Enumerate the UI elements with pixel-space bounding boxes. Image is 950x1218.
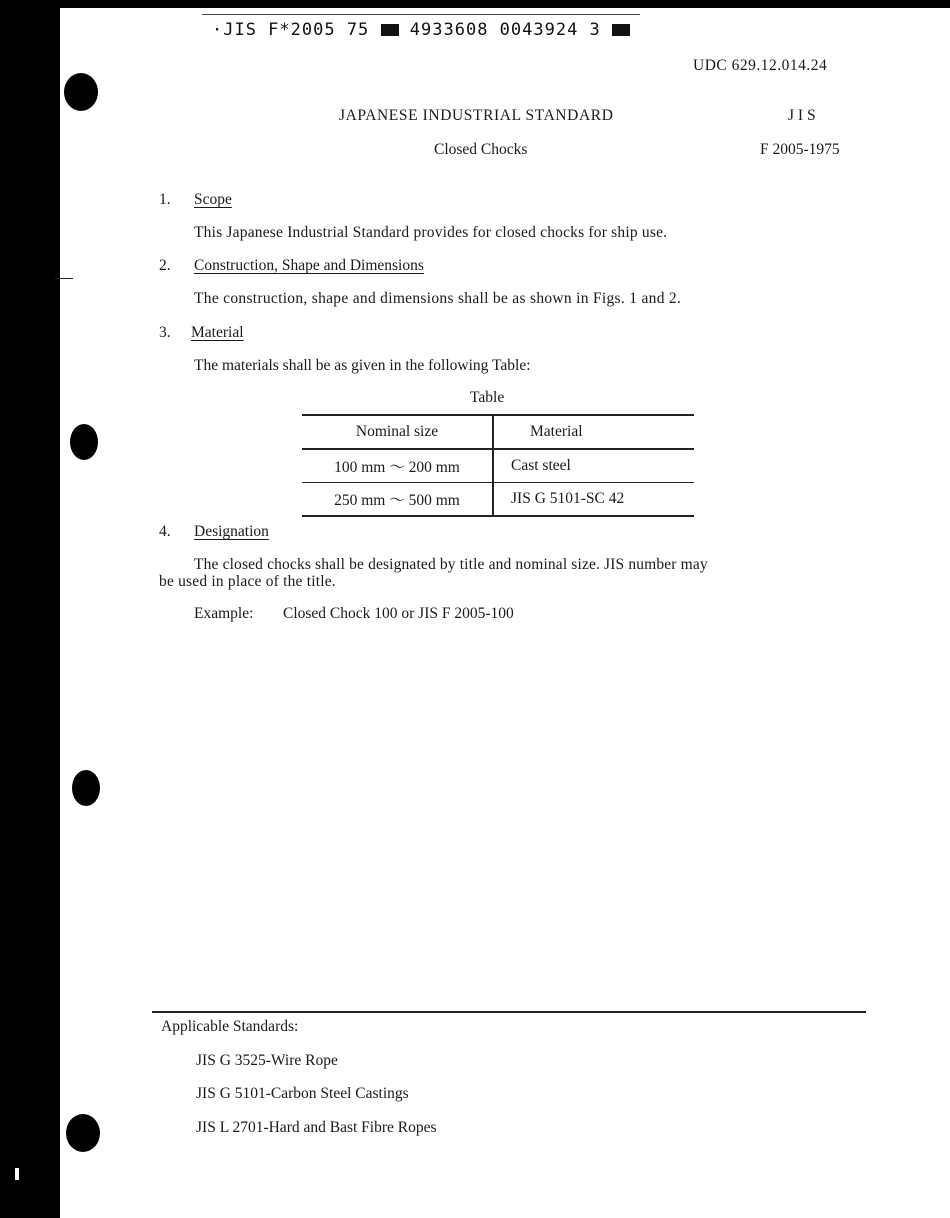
section-2-heading: Construction, Shape and Dimensions [194, 257, 424, 274]
section-1-heading: Scope [194, 191, 232, 208]
table-cell-nominal-size: 250 mm ～ 500 mm [302, 483, 493, 517]
example-label: Example: [194, 605, 254, 622]
udc-number: UDC 629.12.014.24 [693, 57, 828, 74]
table-caption: Table [470, 389, 505, 406]
footer-rule [152, 1011, 866, 1013]
section-1-text: This Japanese Industrial Standard provides for closed chocks for ship use. [194, 224, 668, 241]
section-1-number: 1. [159, 191, 171, 208]
materials-table [302, 414, 694, 517]
header-rule [202, 14, 640, 15]
punch-hole-3 [72, 770, 100, 806]
punch-hole-1 [64, 73, 98, 111]
scan-mark [15, 1168, 19, 1180]
punch-hole-2 [70, 424, 98, 460]
section-3-text: The materials shall be as given in the following Table: [194, 357, 531, 374]
section-2-text: The construction, shape and dimensions shall be as shown in Figs. 1 and 2. [194, 290, 682, 307]
scan-left-border [0, 0, 60, 1218]
applicable-standard-item: JIS L 2701-Hard and Bast Fibre Ropes [196, 1119, 437, 1136]
section-4-heading: Designation [194, 523, 269, 540]
table-cell-material: Cast steel [493, 449, 694, 483]
section-3-heading: Material [191, 324, 244, 341]
document-title: Closed Chocks [434, 141, 528, 158]
table-cell-nominal-size: 100 mm ～ 200 mm [302, 449, 493, 483]
applicable-standards-heading: Applicable Standards: [161, 1018, 299, 1035]
table-header-material: Material [493, 415, 694, 449]
section-4-text-line1: The closed chocks shall be designated by title and nominal size. JIS number may [194, 556, 708, 573]
table-row [302, 449, 694, 483]
catalog-code-part2: 4933608 0043924 3 [409, 20, 601, 40]
margin-tick [55, 278, 73, 279]
punch-hole-4 [66, 1114, 100, 1152]
redaction-block [381, 24, 399, 36]
applicable-standard-item: JIS G 5101-Carbon Steel Castings [196, 1085, 409, 1102]
section-2-number: 2. [159, 257, 171, 274]
catalog-code-part1: ·JIS F*2005 75 [212, 20, 370, 40]
table-header-nominal-size: Nominal size [302, 415, 493, 449]
section-4-number: 4. [159, 523, 171, 540]
example-text: Closed Chock 100 or JIS F 2005-100 [283, 605, 514, 622]
jis-mark: J I S [788, 107, 816, 124]
table-cell-material: JIS G 5101-SC 42 [511, 490, 625, 507]
section-3-number: 3. [159, 324, 171, 341]
applicable-standard-item: JIS G 3525-Wire Rope [196, 1052, 338, 1069]
section-4-text-line2: be used in place of the title. [159, 573, 336, 590]
redaction-block [612, 24, 630, 36]
document-number: F 2005-1975 [760, 141, 840, 158]
standard-title: JAPANESE INDUSTRIAL STANDARD [339, 107, 614, 124]
table-header-row [302, 415, 694, 449]
catalog-code-line [212, 20, 630, 40]
scan-top-border [0, 0, 950, 8]
table-row [302, 483, 694, 517]
